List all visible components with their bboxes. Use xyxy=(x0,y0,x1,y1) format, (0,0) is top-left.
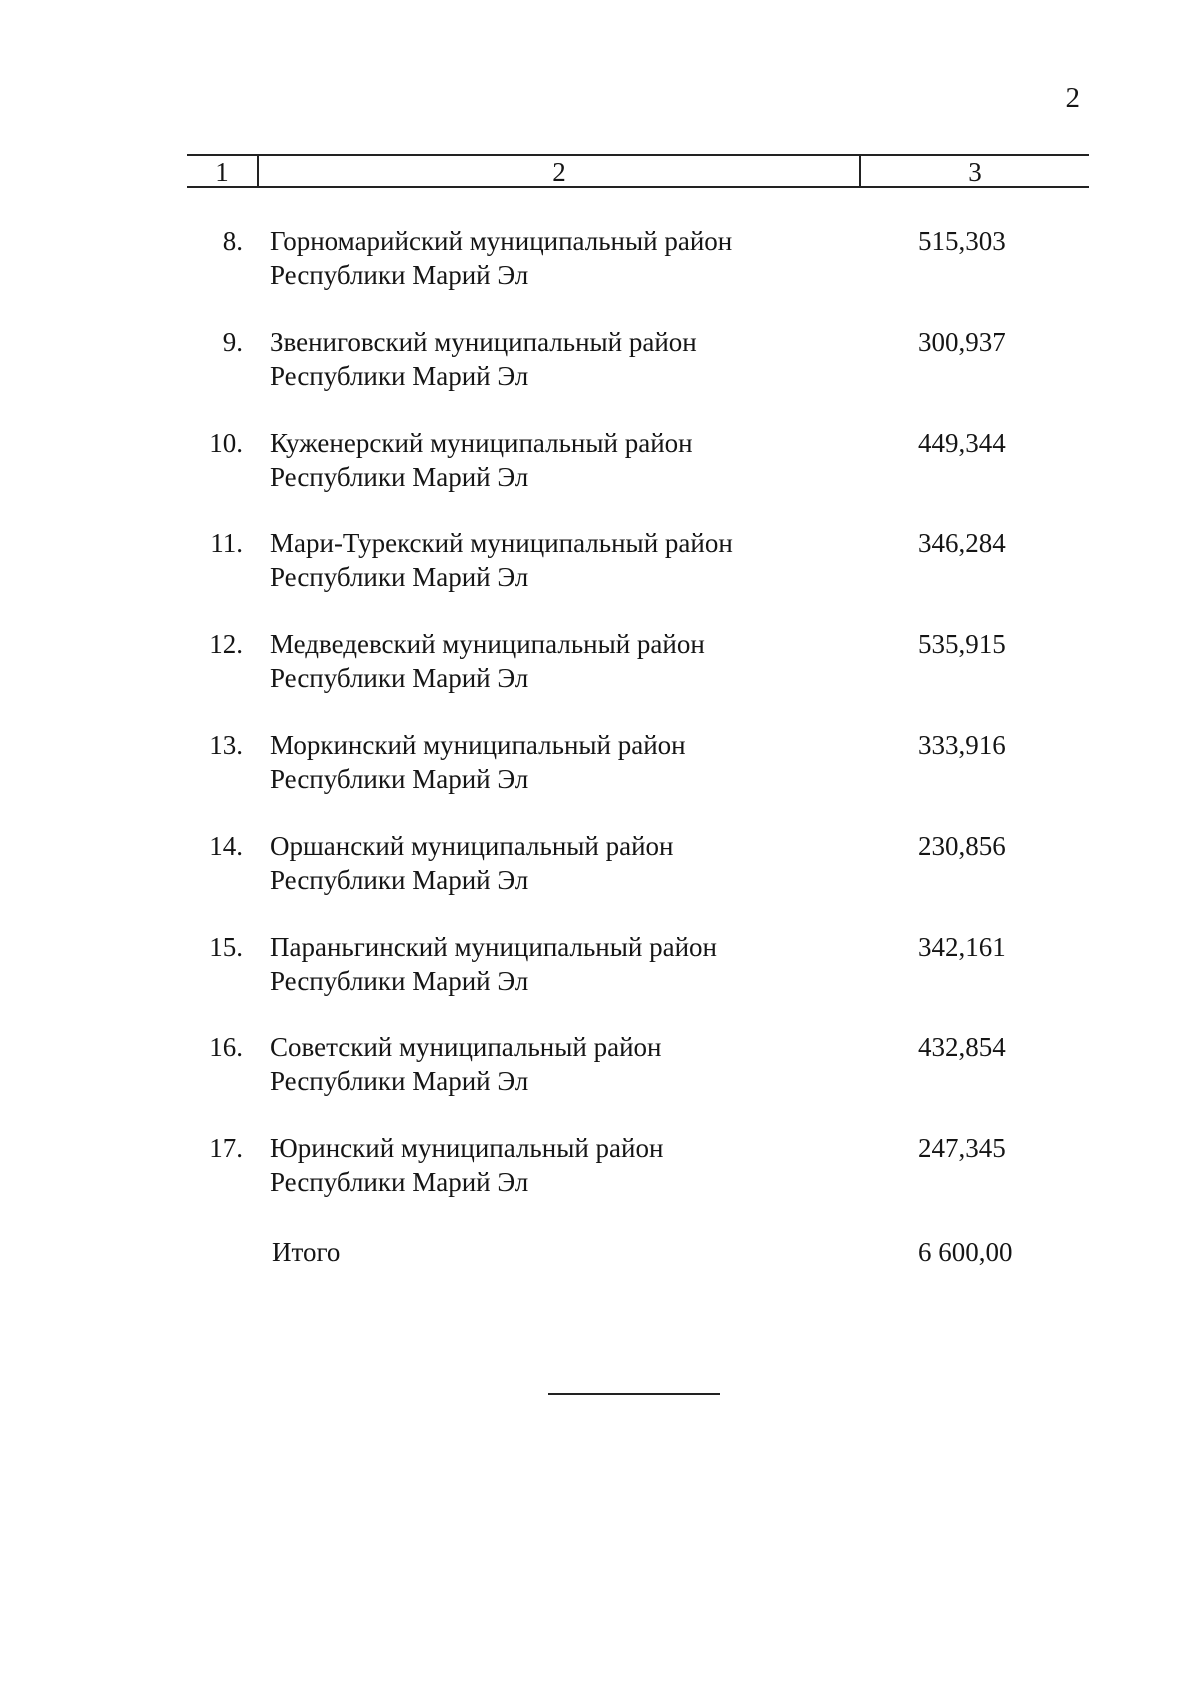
row-name-line-1: Моркинский муниципальный район xyxy=(270,729,686,760)
row-value: 432,854 xyxy=(918,1032,1006,1063)
row-value: 247,345 xyxy=(918,1133,1006,1164)
row-name-line-2: Республики Марий Эл xyxy=(270,360,529,391)
row-value: 342,161 xyxy=(918,931,1006,962)
table-row xyxy=(0,1030,1200,1131)
row-number: 17. xyxy=(209,1133,243,1164)
row-name xyxy=(270,224,870,292)
row-name-line-2: Республики Марий Эл xyxy=(270,763,529,794)
header-column-2: 2 xyxy=(552,157,566,187)
row-value: 346,284 xyxy=(918,528,1006,559)
row-name-line-1: Мари-Турекский муниципальный район xyxy=(270,528,733,559)
total-label: Итого xyxy=(272,1237,341,1267)
row-number: 15. xyxy=(209,931,243,962)
row-value: 333,916 xyxy=(918,729,1006,760)
table-row xyxy=(0,224,1200,325)
row-name-line-1: Параньгинский муниципальный район xyxy=(270,931,717,962)
row-value: 300,937 xyxy=(918,326,1006,357)
row-number: 10. xyxy=(209,427,243,458)
row-name-line-1: Звениговский муниципальный район xyxy=(270,326,697,357)
row-number: 13. xyxy=(209,729,243,760)
row-name-line-1: Куженерский муниципальный район xyxy=(270,427,693,458)
end-rule xyxy=(548,1393,720,1395)
row-name xyxy=(270,829,870,897)
row-number: 11. xyxy=(210,528,243,559)
header-bottom-rule xyxy=(187,186,1089,188)
row-number: 16. xyxy=(209,1032,243,1063)
row-name xyxy=(270,728,870,796)
row-name xyxy=(270,930,870,998)
row-name xyxy=(270,426,870,494)
row-name xyxy=(270,526,870,594)
total-value: 6 600,00 xyxy=(918,1237,1013,1267)
row-name-line-1: Медведевский муниципальный район xyxy=(270,629,705,660)
row-value: 449,344 xyxy=(918,427,1006,458)
page-number: 2 xyxy=(1065,82,1080,114)
row-name-line-2: Республики Марий Эл xyxy=(270,864,529,895)
table-row xyxy=(0,829,1200,930)
table-header xyxy=(187,154,1089,188)
table-row xyxy=(0,627,1200,728)
row-number: 8. xyxy=(222,226,243,256)
header-column-1: 1 xyxy=(215,157,229,187)
table-row xyxy=(0,728,1200,829)
table-row xyxy=(0,526,1200,627)
header-top-rule xyxy=(187,154,1089,156)
row-number: 9. xyxy=(222,326,243,357)
row-name-line-1: Горномарийский муниципальный район xyxy=(270,226,733,256)
row-value: 230,856 xyxy=(918,830,1006,861)
row-name xyxy=(270,325,870,393)
row-number: 12. xyxy=(209,629,243,660)
row-number: 14. xyxy=(209,830,243,861)
header-column-3: 3 xyxy=(968,157,982,187)
row-name xyxy=(270,1030,870,1098)
row-name xyxy=(270,1131,870,1199)
table-body xyxy=(0,224,1200,1232)
row-name-line-1: Юринский муниципальный район xyxy=(270,1133,664,1164)
row-name-line-2: Республики Марий Эл xyxy=(270,663,529,694)
row-value: 515,303 xyxy=(918,226,1006,256)
row-name-line-2: Республики Марий Эл xyxy=(270,562,529,593)
row-name-line-2: Республики Марий Эл xyxy=(270,1066,529,1097)
table-row xyxy=(0,325,1200,426)
row-name-line-2: Республики Марий Эл xyxy=(270,260,529,290)
row-name-line-2: Республики Марий Эл xyxy=(270,965,529,996)
row-name xyxy=(270,627,870,695)
row-name-line-1: Оршанский муниципальный район xyxy=(270,830,674,861)
table-row xyxy=(0,930,1200,1031)
table-row xyxy=(0,426,1200,527)
row-name-line-1: Советский муниципальный район xyxy=(270,1032,662,1063)
row-value: 535,915 xyxy=(918,629,1006,660)
table-row xyxy=(0,1131,1200,1232)
row-name-line-2: Республики Марий Эл xyxy=(270,1167,529,1198)
row-name-line-2: Республики Марий Эл xyxy=(270,461,529,492)
